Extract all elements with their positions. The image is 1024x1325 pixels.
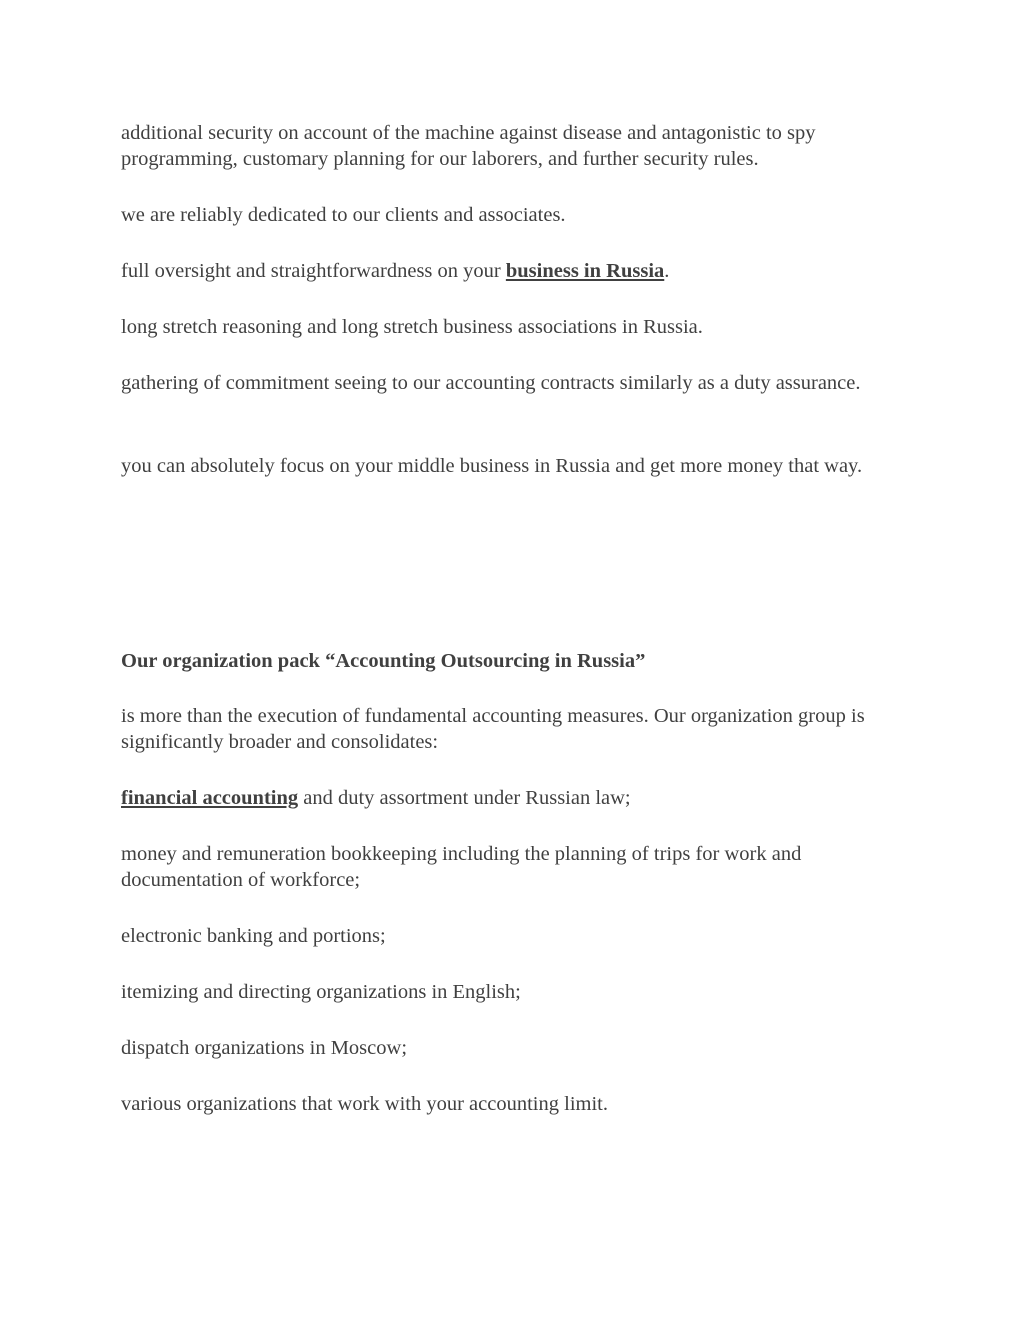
paragraph-intro: is more than the execution of fundamental accounting measures. Our organization group is significantly broader and consolidates: bbox=[121, 705, 865, 753]
list-item-itemizing: itemizing and directing organizations in English; bbox=[121, 981, 521, 1003]
financial-text: and duty assortment under Russian law; bbox=[298, 787, 631, 809]
list-item-dispatch: dispatch organizations in Moscow; bbox=[121, 1037, 408, 1059]
paragraph-financial bbox=[121, 785, 901, 811]
paragraph-dedicated: we are reliably dedicated to our clients and associates. bbox=[121, 204, 566, 226]
oversight-text: full oversight and straightforwardness on your bbox=[121, 260, 506, 282]
section-heading: Our organization pack “Accounting Outsourcing in Russia” bbox=[121, 650, 646, 672]
paragraph-focus: you can absolutely focus on your middle business in Russia and get more money that way. bbox=[121, 455, 863, 477]
business-in-russia-link[interactable]: business in Russia bbox=[505, 260, 665, 282]
list-item-banking: electronic banking and portions; bbox=[121, 925, 386, 947]
paragraph-long-stretch: long stretch reasoning and long stretch business associations in Russia. bbox=[121, 316, 703, 338]
list-item-payroll: money and remuneration bookkeeping including the planning of trips for work and documentation of workforce; bbox=[121, 843, 802, 891]
paragraph-commitment: gathering of commitment seeing to our accounting contracts similarly as a duty assurance. bbox=[121, 372, 861, 394]
paragraph-security: additional security on account of the machine against disease and antagonistic to spy programming, customary planning for our laborers, and further security rules. bbox=[121, 122, 816, 170]
paragraph-oversight bbox=[121, 258, 901, 284]
financial-accounting-link[interactable]: financial accounting bbox=[121, 787, 299, 809]
oversight-period: . bbox=[664, 260, 670, 282]
list-item-various: various organizations that work with your accounting limit. bbox=[121, 1093, 608, 1115]
